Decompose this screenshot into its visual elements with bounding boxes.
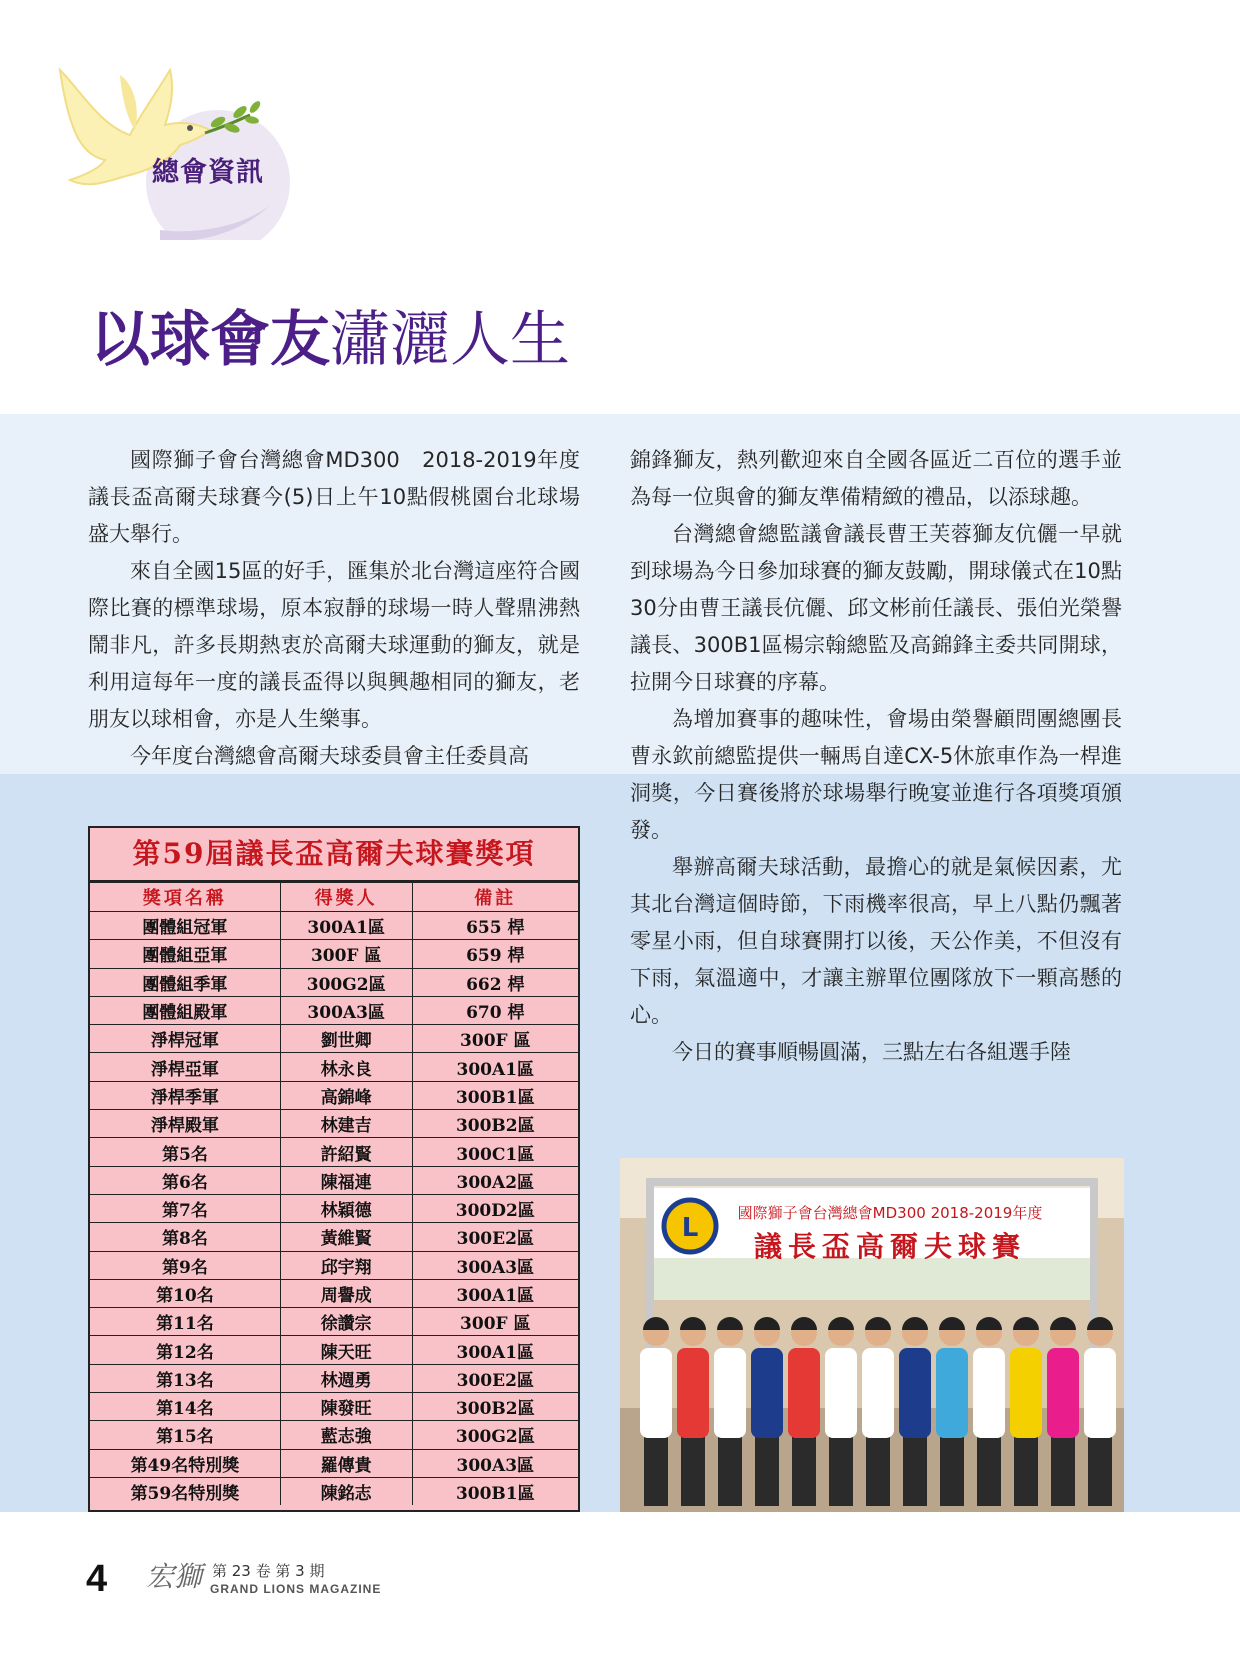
note-cell: 659 桿 — [412, 940, 578, 968]
award-name-cell: 第8名 — [90, 1223, 280, 1251]
award-name-cell: 團體組冠軍 — [90, 912, 280, 940]
winner-cell: 300F 區 — [280, 940, 412, 968]
note-cell: 300A3區 — [412, 1449, 578, 1477]
award-row — [90, 1393, 578, 1421]
award-row — [90, 1279, 578, 1307]
award-row — [90, 1336, 578, 1364]
winner-cell: 陳銘志 — [280, 1477, 412, 1505]
winner-cell: 陳發旺 — [280, 1393, 412, 1421]
banner-line1: 國際獅子會台灣總會MD300 2018-2019年度 — [737, 1204, 1043, 1222]
note-cell: 300E2區 — [412, 1364, 578, 1392]
lions-emblem-icon: L — [681, 1213, 699, 1243]
winner-cell: 陳福連 — [280, 1166, 412, 1194]
article-right-column — [630, 442, 1122, 1071]
winner-cell: 劉世卿 — [280, 1025, 412, 1053]
header-winner: 得獎人 — [280, 883, 412, 912]
award-row — [90, 1166, 578, 1194]
winner-cell: 黃維賢 — [280, 1223, 412, 1251]
award-row — [90, 1308, 578, 1336]
award-row — [90, 1194, 578, 1222]
award-row — [90, 1364, 578, 1392]
note-cell: 670 桿 — [412, 996, 578, 1024]
note-cell: 655 桿 — [412, 912, 578, 940]
note-cell: 300B1區 — [412, 1081, 578, 1109]
brand-logo-icon — [146, 1556, 208, 1596]
awards-body — [90, 912, 578, 1506]
award-name-cell: 團體組亞軍 — [90, 940, 280, 968]
winner-cell: 林永良 — [280, 1053, 412, 1081]
award-name-cell: 第10名 — [90, 1279, 280, 1307]
award-name-cell: 第59名特別獎 — [90, 1477, 280, 1505]
title-light-part: 瀟灑人生 — [330, 305, 570, 375]
note-cell: 300A3區 — [412, 1251, 578, 1279]
award-row — [90, 940, 578, 968]
winner-cell: 周譽成 — [280, 1279, 412, 1307]
paragraph: 為增加賽事的趣味性，會場由榮譽顧問團總團長曹永欽前總監提供一輛馬自達CX-5休旅車作為一桿進洞獎，今日賽後將於球場舉行晚宴並進行各項獎項頒發。 — [630, 707, 1122, 842]
award-row — [90, 1223, 578, 1251]
winner-cell: 300A3區 — [280, 996, 412, 1024]
award-name-cell: 第49名特別獎 — [90, 1449, 280, 1477]
note-cell: 300A1區 — [412, 1336, 578, 1364]
award-name-cell: 淨桿冠軍 — [90, 1025, 280, 1053]
title-bold-part: 以球會友 — [90, 305, 330, 375]
winner-cell: 300G2區 — [280, 968, 412, 996]
winner-cell: 邱宇翔 — [280, 1251, 412, 1279]
winner-cell: 林建吉 — [280, 1110, 412, 1138]
awards-table-box — [88, 826, 580, 1512]
section-label: 總會資訊 — [152, 157, 264, 188]
note-cell: 300B1區 — [412, 1477, 578, 1505]
group-photo — [620, 1158, 1124, 1512]
winner-cell: 300A1區 — [280, 912, 412, 940]
award-row — [90, 1025, 578, 1053]
award-row — [90, 1110, 578, 1138]
award-row — [90, 1138, 578, 1166]
winner-cell: 許紹賢 — [280, 1138, 412, 1166]
award-row — [90, 996, 578, 1024]
award-name-cell: 淨桿季軍 — [90, 1081, 280, 1109]
note-cell: 300B2區 — [412, 1110, 578, 1138]
paragraph: 今年度台灣總會高爾夫球委員會主任委員高 — [130, 744, 529, 768]
article-title — [90, 292, 570, 378]
banner-line2: 議長盃高爾夫球賽 — [753, 1230, 1027, 1263]
paragraph: 今日的賽事順暢圓滿，三點左右各組選手陸 — [672, 1040, 1071, 1064]
award-name-cell: 第11名 — [90, 1308, 280, 1336]
note-cell: 300A1區 — [412, 1279, 578, 1307]
winner-cell: 林穎德 — [280, 1194, 412, 1222]
award-name-cell: 第6名 — [90, 1166, 280, 1194]
awards-title: 第59屆議長盃高爾夫球賽獎項 — [90, 828, 578, 882]
header-note: 備註 — [412, 883, 578, 912]
winner-cell: 藍志強 — [280, 1421, 412, 1449]
paragraph: 台灣總會總監議會議長曹王芙蓉獅友伉儷一早就到球場為今日參加球賽的獅友鼓勵，開球儀式在10點30分由曹王議長伉儷、邱文彬前任議長、張伯光榮譽議長、300B1區楊宗翰總監及高錦鋒主委共同開球，拉開今日球賽的序幕。 — [630, 522, 1122, 694]
header-award-name: 獎項名稱 — [90, 883, 280, 912]
award-row — [90, 968, 578, 996]
award-name-cell: 團體組季軍 — [90, 968, 280, 996]
note-cell: 300A2區 — [412, 1166, 578, 1194]
paragraph: 國際獅子會台灣總會MD300 2018-2019年度議長盃高爾夫球賽今(5)日上午10點假桃園台北球場盛大舉行。 — [88, 448, 580, 546]
winner-cell: 高錦峰 — [280, 1081, 412, 1109]
paragraph: 來自全國15區的好手，匯集於北台灣這座符合國際比賽的標準球場，原本寂靜的球場一時人聲鼎沸熱鬧非凡，許多長期熱衷於高爾夫球運動的獅友，就是利用這每年一度的議長盃得以與興趣相同的獅友，老朋友以球相會，亦是人生樂事。 — [88, 559, 580, 731]
note-cell: 300B2區 — [412, 1393, 578, 1421]
winner-cell: 陳天旺 — [280, 1336, 412, 1364]
award-row — [90, 1421, 578, 1449]
svg-text:宏獅: 宏獅 — [146, 1560, 203, 1593]
award-row — [90, 912, 578, 940]
awards-table — [90, 882, 578, 1505]
page-number: 4 — [86, 1558, 108, 1600]
award-name-cell: 第14名 — [90, 1393, 280, 1421]
note-cell: 300F 區 — [412, 1025, 578, 1053]
winner-cell: 徐讚宗 — [280, 1308, 412, 1336]
note-cell: 300D2區 — [412, 1194, 578, 1222]
award-row — [90, 1449, 578, 1477]
award-row — [90, 1251, 578, 1279]
award-name-cell: 第7名 — [90, 1194, 280, 1222]
award-name-cell: 團體組殿軍 — [90, 996, 280, 1024]
note-cell: 300F 區 — [412, 1308, 578, 1336]
award-name-cell: 第15名 — [90, 1421, 280, 1449]
note-cell: 300C1區 — [412, 1138, 578, 1166]
award-name-cell: 第9名 — [90, 1251, 280, 1279]
article-left-column — [88, 442, 580, 775]
award-name-cell: 第5名 — [90, 1138, 280, 1166]
dove-logo-icon — [40, 30, 300, 240]
note-cell: 300E2區 — [412, 1223, 578, 1251]
award-name-cell: 淨桿殿軍 — [90, 1110, 280, 1138]
award-row — [90, 1053, 578, 1081]
winner-cell: 林週勇 — [280, 1364, 412, 1392]
awards-header-row — [90, 883, 578, 912]
paragraph: 舉辦高爾夫球活動，最擔心的就是氣候因素，尤其北台灣這個時節，下雨機率很高，早上八點仍飄著零星小雨，但自球賽開打以後，天公作美，不但沒有下雨，氣溫適中，才讓主辦單位團隊放下一顆高懸的心。 — [630, 855, 1122, 1027]
award-row — [90, 1477, 578, 1505]
award-name-cell: 第13名 — [90, 1364, 280, 1392]
note-cell: 662 桿 — [412, 968, 578, 996]
note-cell: 300A1區 — [412, 1053, 578, 1081]
winner-cell: 羅傳貴 — [280, 1449, 412, 1477]
award-name-cell: 第12名 — [90, 1336, 280, 1364]
award-name-cell: 淨桿亞軍 — [90, 1053, 280, 1081]
issue-label: 第 23 卷 第 3 期 — [212, 1562, 325, 1580]
magazine-name: GRAND LIONS MAGAZINE — [210, 1582, 382, 1596]
award-row — [90, 1081, 578, 1109]
note-cell: 300G2區 — [412, 1421, 578, 1449]
paragraph-continuation: 錦鋒獅友，熱列歡迎來自全國各區近二百位的選手並為每一位與會的獅友準備精緻的禮品，以添球趣。 — [630, 448, 1122, 509]
